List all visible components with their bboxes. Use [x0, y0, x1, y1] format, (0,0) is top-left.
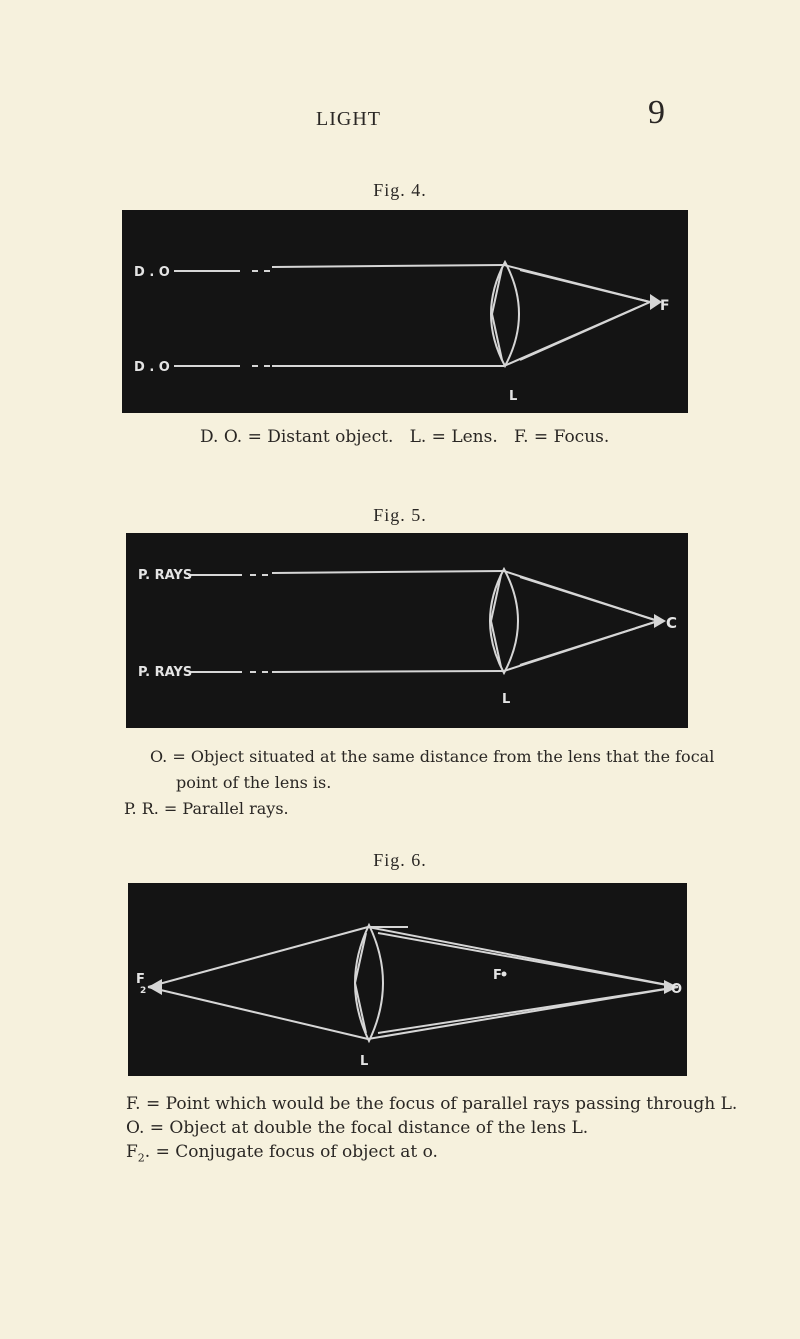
fig5-title: Fig. 5. [373, 505, 427, 525]
fig5-caption-line: point of the lens is. [176, 773, 332, 792]
fig6-label-object: O [671, 982, 683, 997]
fig5-diagram [126, 533, 688, 728]
fig6-caption-line: F. = Point which would be the focus of parallel rays passing through L. [126, 1094, 738, 1114]
fig4-diagram [122, 210, 688, 413]
running-title: LIGHT [316, 108, 381, 130]
fig6-caption-line: O. = Object at double the focal distance of the lens L. [126, 1118, 589, 1138]
fig5-caption-line: O. = Object situated at the same distance from the lens that the focal [150, 747, 715, 766]
page-number: 9 [648, 94, 665, 131]
fig5-label-rays-bottom: P. RAYS [138, 665, 193, 680]
fig6-label-conjugate: F [136, 972, 145, 987]
fig4-caption: D. O. = Distant object. L. = Lens. F. = Focus. [200, 427, 610, 447]
running-head [0, 94, 800, 134]
fig4-title: Fig. 4. [373, 180, 427, 200]
fig6-title: Fig. 6. [373, 850, 427, 870]
fig6-label-focus: F [493, 968, 502, 983]
fig6-caption-line: $F_2$. = Conjugate focus of object at o. [126, 1142, 438, 1165]
fig6-label-lens: L [360, 1054, 369, 1069]
fig4-label-do-top: D . O [134, 265, 170, 280]
fig6-caption [126, 1092, 737, 1170]
fig6-lens [355, 925, 383, 1041]
fig5-lens [490, 569, 518, 673]
fig5-label-focus: C [666, 614, 678, 632]
fig4-label-do-bottom: D . O [134, 360, 170, 375]
fig6-diagram [128, 883, 687, 1076]
fig4-label-focus: F [660, 298, 670, 314]
fig5-caption-line: P. R. = Parallel rays. [124, 799, 289, 818]
fig5-label-rays-top: P. RAYS [138, 568, 193, 583]
fig4-lens [491, 262, 519, 366]
fig6-label-conjugate-sub: 2 [140, 986, 147, 996]
fig5-label-lens: L [502, 692, 511, 707]
fig4-label-lens: L [509, 389, 518, 404]
fig5-caption [124, 744, 715, 822]
